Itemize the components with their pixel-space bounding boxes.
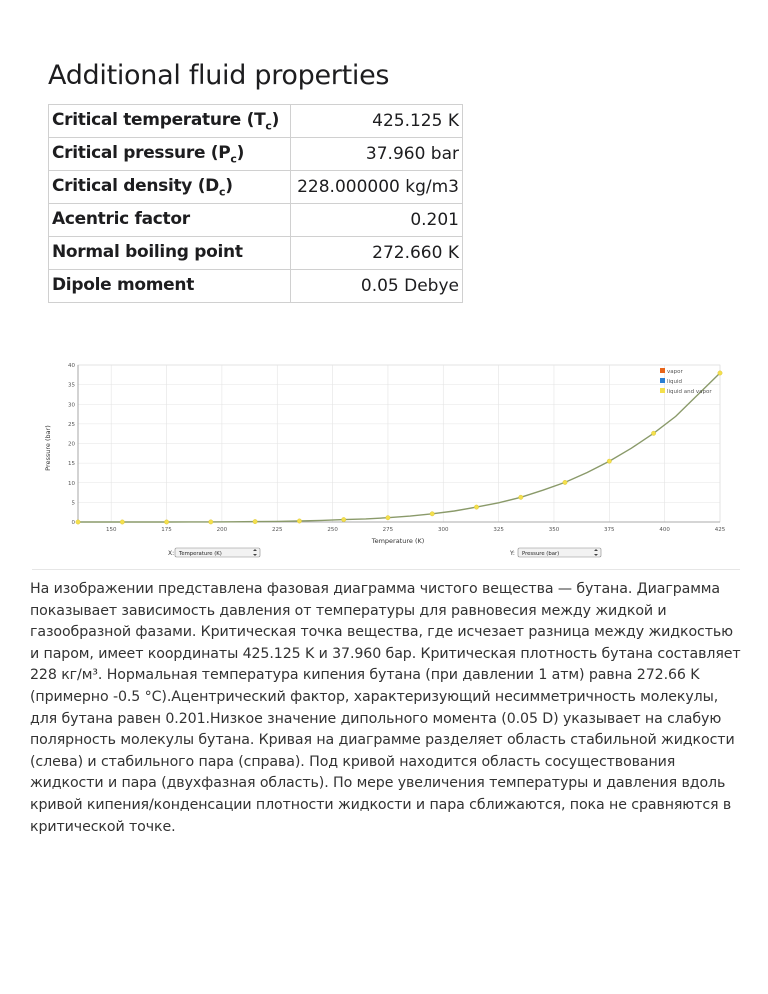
x-axis-title: Temperature (K) xyxy=(371,537,425,545)
legend-label: liquid and vapor xyxy=(667,389,712,395)
data-point xyxy=(120,520,124,524)
legend-label: vapor xyxy=(667,369,683,375)
legend-swatch xyxy=(660,388,665,393)
x-tick-label: 350 xyxy=(548,527,560,533)
table-row xyxy=(49,105,463,138)
data-point xyxy=(519,495,523,499)
phase-diagram-chart xyxy=(32,355,740,568)
table-row xyxy=(49,270,463,303)
x-axis-select-value: Temperature (K) xyxy=(179,551,222,557)
property-value: 272.660 K xyxy=(291,237,463,270)
legend-swatch xyxy=(660,368,665,373)
data-point xyxy=(430,512,434,516)
x-tick-label: 200 xyxy=(216,527,228,533)
data-point xyxy=(297,519,301,523)
y-axis-select[interactable] xyxy=(518,548,601,557)
x-tick-label: 425 xyxy=(714,527,726,533)
data-point xyxy=(164,520,168,524)
x-tick-label: 275 xyxy=(382,527,394,533)
y-axis-title: Pressure (bar) xyxy=(44,425,52,471)
x-tick-label: 250 xyxy=(327,527,338,533)
table-row xyxy=(49,204,463,237)
table-row xyxy=(49,138,463,171)
property-value: 0.05 Debye xyxy=(291,270,463,303)
y-tick-label: 0 xyxy=(71,520,75,526)
x-axis-select[interactable] xyxy=(175,548,260,557)
data-point xyxy=(253,519,257,523)
y-tick-label: 20 xyxy=(68,441,75,448)
y-tick-label: 5 xyxy=(71,500,75,507)
property-value: 425.125 K xyxy=(291,105,463,138)
y-selector-label: Y: xyxy=(510,550,515,557)
x-tick-label: 175 xyxy=(161,527,172,533)
x-tick-label: 150 xyxy=(105,527,117,533)
data-point xyxy=(563,480,567,484)
data-point xyxy=(718,371,722,375)
x-tick-label: 400 xyxy=(659,527,670,533)
data-point xyxy=(342,517,346,521)
table-row xyxy=(49,171,463,204)
data-point xyxy=(651,431,655,435)
y-tick-label: 40 xyxy=(68,363,75,369)
data-point xyxy=(76,520,80,524)
property-value: 0.201 xyxy=(291,204,463,237)
divider xyxy=(32,569,740,570)
x-tick-label: 300 xyxy=(438,527,449,533)
property-label: Critical temperature $(T_c)$ xyxy=(49,105,291,138)
property-label: Acentric factor xyxy=(49,204,291,237)
data-point xyxy=(386,516,390,520)
legend-swatch xyxy=(660,378,665,383)
x-selector-label: X: xyxy=(168,550,175,557)
x-tick-label: 225 xyxy=(271,527,283,533)
x-tick-label: 375 xyxy=(604,527,615,533)
y-tick-label: 15 xyxy=(68,461,75,468)
property-label: Critical pressure $(P_c)$ xyxy=(49,138,291,171)
data-point xyxy=(607,459,611,463)
y-axis-select-value: Pressure (bar) xyxy=(522,551,560,557)
x-tick-label: 325 xyxy=(493,527,504,533)
description-text: На изображении представлена фазовая диаграмма чистого вещества — бутана. Диаграмма показывает зависимость давления от температуры для равновесия между жидкой и газообразной фазами. Критическая точка вещества, где исчезает разница между жидкостью и паром, имеет координаты 425.125 K и 37.960 бар. Критическая плотность бутана составляет 228 кг/м³. Нормальная температура кипения бутана (при давлении 1 атм) равна 272.66 K (примерно -0.5 °C).Ацентрический фактор, характеризующий несимметричность молекулы, для бутана равен 0.201.Низкое значение дипольного момента (0.05 D) указывает на слабую полярность молекулы бутана. Кривая на диаграмме разделяет область стабильной жидкости (слева) и стабильного пара (справа). Под кривой находится область сосуществования жидкости и пара (двухфазная область). По мере увеличения температуры и давления вдоль кривой кипения/конденсации плотности жидкости и пара сближаются, пока не сравняются в критической точке. xyxy=(30,581,741,835)
data-point xyxy=(209,520,213,524)
property-value: 37.960 bar xyxy=(291,138,463,171)
table-row xyxy=(49,237,463,270)
property-label: Dipole moment xyxy=(49,270,291,303)
property-label: Critical density $(D_c)$ xyxy=(49,171,291,204)
y-tick-label: 30 xyxy=(68,402,75,409)
y-tick-label: 35 xyxy=(68,382,75,389)
properties-table xyxy=(48,104,463,303)
property-label: Normal boiling point xyxy=(49,237,291,270)
data-point xyxy=(474,505,478,509)
y-tick-label: 25 xyxy=(68,421,75,428)
y-tick-label: 10 xyxy=(68,480,75,487)
legend-label: liquid xyxy=(667,379,683,385)
property-value: 228.000000 kg/m3 xyxy=(291,171,463,204)
page-title: Additional fluid properties xyxy=(48,60,390,91)
